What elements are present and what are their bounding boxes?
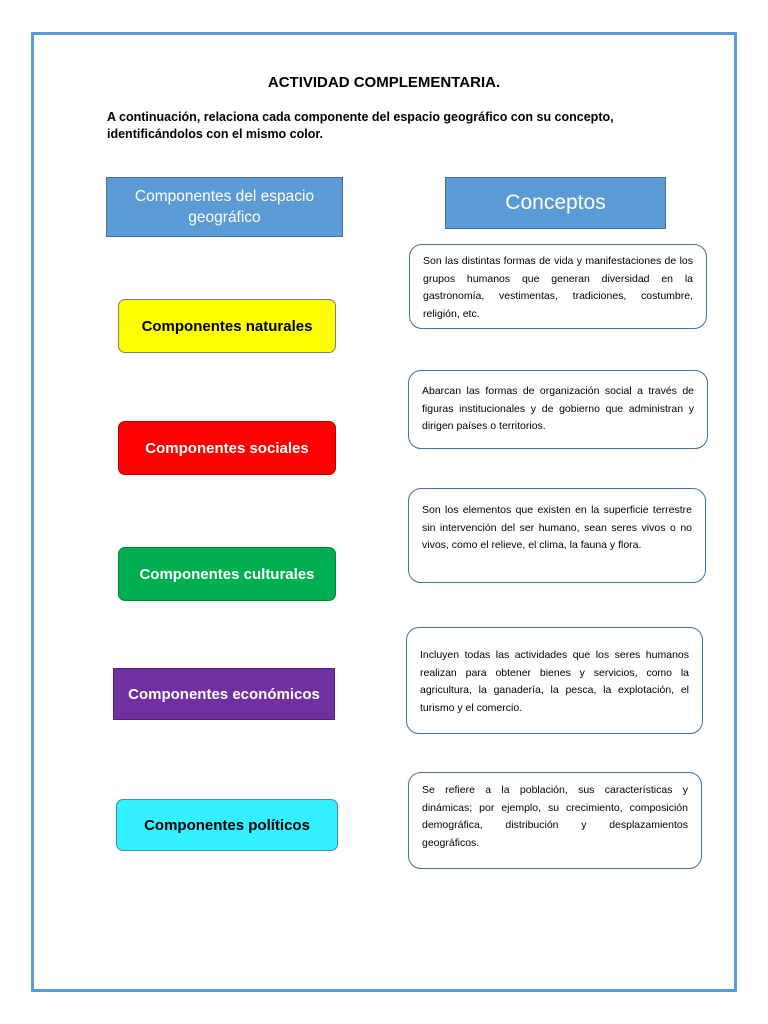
instructions-text: A continuación, relaciona cada componente del espacio geográfico con su concepto, identificándolos con el mismo color. (107, 110, 614, 141)
concept-box-5: Se refiere a la población, sus características y dinámicas; por ejemplo, su crecimiento, composición demográfica, distribución y desplazamientos geográficos. (408, 772, 702, 869)
components-header: Componentes del espacio geográfico (106, 177, 343, 237)
component-natural: Componentes naturales (118, 299, 336, 353)
component-economic: Componentes económicos (113, 668, 335, 720)
activity-title: ACTIVIDAD COMPLEMENTARIA. (267, 74, 501, 91)
concept-box-4: Incluyen todas las actividades que los seres humanos realizan para obtener bienes y servicios, como la agricultura, la ganadería, la pesca, la explotación, el turismo y el comercio. (406, 627, 703, 734)
concept-box-2: Abarcan las formas de organización social a través de figuras institucionales y de gobierno que administran y dirigen países o territorios. (408, 370, 708, 449)
concept-box-1: Son las distintas formas de vida y manifestaciones de los grupos humanos que generan diversidad en la gastronomía, vestimentas, tradiciones, costumbre, religión, etc. (409, 244, 707, 329)
component-social: Componentes sociales (118, 421, 336, 475)
concepts-header: Conceptos (445, 177, 666, 229)
component-political: Componentes políticos (116, 799, 338, 851)
component-cultural: Componentes culturales (118, 547, 336, 601)
concept-box-3: Son los elementos que existen en la superficie terrestre sin intervención del ser humano, sean seres vivos o no vivos, como el relieve, el clima, la fauna y flora. (408, 488, 706, 583)
